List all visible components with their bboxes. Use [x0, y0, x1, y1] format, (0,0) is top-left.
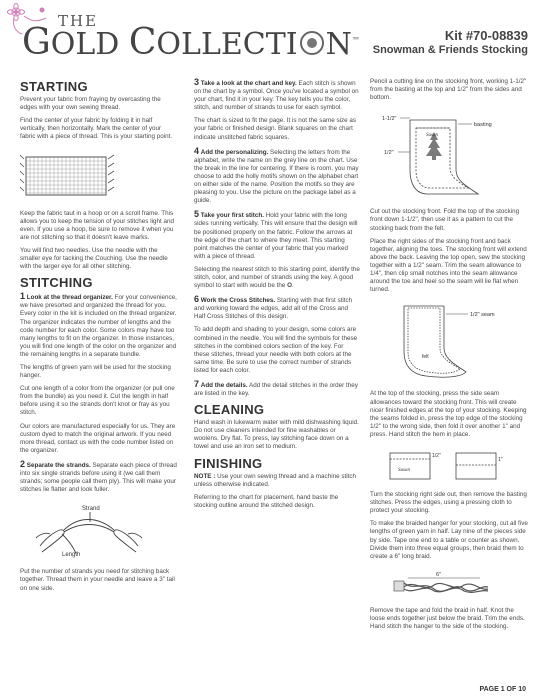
- step-6: 6 Work the Cross Stitches. Starting with that first stitch and working toward the edges, add all of the Cross and Half Cross Stitches of this design.: [194, 294, 353, 321]
- paragraph: Referring to the chart for placement, hand baste the stocking outline around the stitched design.: [194, 493, 339, 509]
- figure-label-1-2: 1/2": [384, 150, 394, 157]
- section-heading-starting: STARTING: [20, 79, 88, 94]
- brand-seal-icon: [300, 31, 324, 55]
- figure-label-hem-1-2: 1/2": [432, 452, 441, 459]
- figure-label-strand: Strand: [82, 506, 100, 513]
- braid-diagram: [370, 569, 520, 599]
- brand-logo: GOLD COLLECTI N™: [22, 22, 360, 63]
- paragraph: Prevent your fabric from fraying by overcasting the edges with your own sewing thread.: [20, 96, 161, 112]
- paragraph: Our colors are manufactured especially for us. They are custom dyed to match the original artwork. If you need more thread, contact us with the code number listed on the organizer.: [20, 422, 176, 454]
- step-1: 1 Look at the thread organizer. For your convenience, we have presorted and organized the thread for you. Every color in the kit is included on the thread organizer. The organizer indicates the number of lengths and the code number for each color. Some colors may have too many lengths to fit on the organizer. In those instances, you will find one length of the color on the organizer and the remaining lengths in a separate bundle.: [20, 291, 177, 358]
- paragraph: Selecting the nearest stitch to this starting point, identify the stitch, color, and number of strands using the key. A good symbol to start with would be the O.: [194, 265, 360, 290]
- paragraph: Cut one length of a color from the organizer (or pull one from the bundle) as you need it. Cut the length in half before using it so the strands don't knot or fray as you stitch.: [20, 385, 175, 417]
- paragraph: Keep the fabric taut in a hoop or on a scroll frame. This allows you to keep the tension of your stitches light and even. If you use a hoop, be sure to remove it when you are not stitching so that it doesn't leave marks.: [20, 209, 175, 241]
- paragraph: To make the braided hanger for your stocking, cut all five lengths of green yarn in half. Lay nine of the pieces side by side. Tape one end to a table or counter as shown. Divide them into three equal groups, then braid them to create a 6" long braid.: [370, 520, 528, 560]
- paragraph: At the top of the stocking, press the side seam allowances toward the stocking front. This will create nicer finished edges at the top of your stocking. Keeping the seams folded in, press the top edge of the stocking 1/2" to the wrong side, then fold it over another 1" and press. Hand stitch the hem in place.: [370, 390, 527, 438]
- separating-strands-illustration: [20, 502, 170, 560]
- page-header: [0, 0, 540, 66]
- paragraph: The chart is sized to fit the page. It is not the same size as your fabric or finished design. Blank squares on the chart indicate unstitched fabric squares.: [194, 117, 357, 141]
- figure-name-susan-2: Susan: [398, 467, 410, 473]
- brand-the: THE: [58, 12, 99, 30]
- kit-number: Kit #70-08839: [444, 28, 528, 43]
- figure-name-susan: Susan: [426, 133, 438, 139]
- finishing-note: NOTE : Use your own sewing thread and a machine stitch unless otherwise indicated.: [194, 472, 357, 488]
- figure-label-hem-1: 1": [498, 456, 503, 463]
- paragraph: To add depth and shading to your design, some colors are combined in the needle. You will find the symbols for these stitches in the combined colors section of the key. For these stitches, thread your needle with both colors at the same time. Be sure to use the correct number of strands listed for each color.: [194, 326, 358, 374]
- step-7: 7 Add the details. Add the detail stitches in the order they are listed in the key.: [194, 379, 358, 398]
- paragraph: Place the right sides of the stocking front and back together, aligning the toes. The stocking front will extend above the back. Leaving the top open, sew the stocking together with a 1/2" seam. Trim the seam allowance to 1/4", then clip small notches into the seam allowance around the toe and heel so the seam will lie flat when turned.: [370, 237, 527, 294]
- paragraph: Hand wash in lukewarm water with mild dishwashing liquid. Do not use cleaners intended for fine washables or woolens. Dry flat. To press, lay stitching face down on a towel and use an iron set to medium.: [194, 419, 359, 451]
- figure-label-1-1-2: 1-1/2": [382, 116, 397, 123]
- paragraph: The lengths of green yarn will be used for the stocking hanger.: [20, 363, 171, 380]
- step-2: 2 Separate the strands. Separate each piece of thread into six single strands before using it (we call them strands; some people call them ply). This will make your stitches lie flatter and look fuller.: [20, 458, 177, 494]
- step-4: 4 Add the personalizing. Selecting the letters from the alphabet, write the name on the grey line on the chart. Use the break in the line for centering. If there is room, you may choose to add the holly motifs shown on the alphabet chart on either side of the name. Position the motifs so they are pleasing to you. Use the picture on the package label as a guide.: [194, 145, 359, 205]
- section-heading-stitching: STITCHING: [20, 275, 93, 291]
- start-symbol: O: [287, 282, 293, 290]
- step-3: 3 Take a look at the chart and key. Each stitch is shown on the chart by a symbol. Once you've located a symbol on your chart, find it in your key. The key tells you the color, stitch, and number of strands to use for each symbol.: [194, 77, 359, 112]
- figure-label-felt: felt: [422, 354, 429, 361]
- hem-fold-diagram: [370, 447, 520, 483]
- figure-label-basting: basting: [474, 122, 492, 129]
- paragraph: Pencil a cutting line on the stocking front, working 1-1/2" from the basting at the top and 1/2" from the sides and bottom.: [370, 78, 527, 102]
- column-left: [20, 78, 178, 598]
- figure-label-6-inch: 6": [436, 571, 442, 578]
- paragraph: Put the number of strands you need for stitching back together. Thread them in your needle and leave a 3" tail on one side.: [20, 568, 175, 592]
- kit-title: Snowman & Friends Stocking: [372, 44, 528, 56]
- figure-label-length: Length: [62, 552, 81, 559]
- paragraph: Find the center of your fabric by folding it in half vertically, then horizontally. Mark the center of your fabric with a piece of thread. This is your starting point.: [20, 117, 173, 141]
- paragraph: Turn the stocking right side out, then remove the basting stitches. Press the edges, using a pressing cloth to protect your stocking.: [370, 491, 527, 515]
- page-number: PAGE 1 OF 10: [479, 686, 526, 693]
- section-heading-finishing: FINISHING: [194, 455, 263, 471]
- stocking-basting-diagram: [370, 110, 520, 200]
- column-right: [370, 78, 528, 636]
- column-middle: [194, 78, 360, 515]
- paragraph: You will find two needles. Use the needle with the smaller eye for tacking the Couching. Use the needle with the larger eye for all other stitching.: [20, 246, 168, 271]
- step-5: 5 Take your first stitch. Hold your fabric with the long sides running vertically. This will ensure that the design will be positioned properly on the fabric. Follow the arrows at the edge of the chart to where they meet. This starting point matches the center of your fabric that you marked with a piece of thread.: [194, 209, 358, 260]
- figure-label-seam: 1/2" seam: [470, 312, 495, 319]
- section-heading-cleaning: CLEANING: [194, 402, 265, 418]
- stocking-seam-diagram: [370, 302, 520, 382]
- paragraph: Remove the tape and fold the braid in half. Knot the loose ends together just below the braid. Trim the ends. Hand stitch the hanger to the side of the stocking.: [370, 606, 525, 631]
- paragraph: Cut out the stocking front. Fold the top of the stocking front down 1-1/2", then use it as a pattern to cut the stocking back from the felt.: [370, 208, 520, 232]
- fabric-grid-illustration: [20, 149, 120, 201]
